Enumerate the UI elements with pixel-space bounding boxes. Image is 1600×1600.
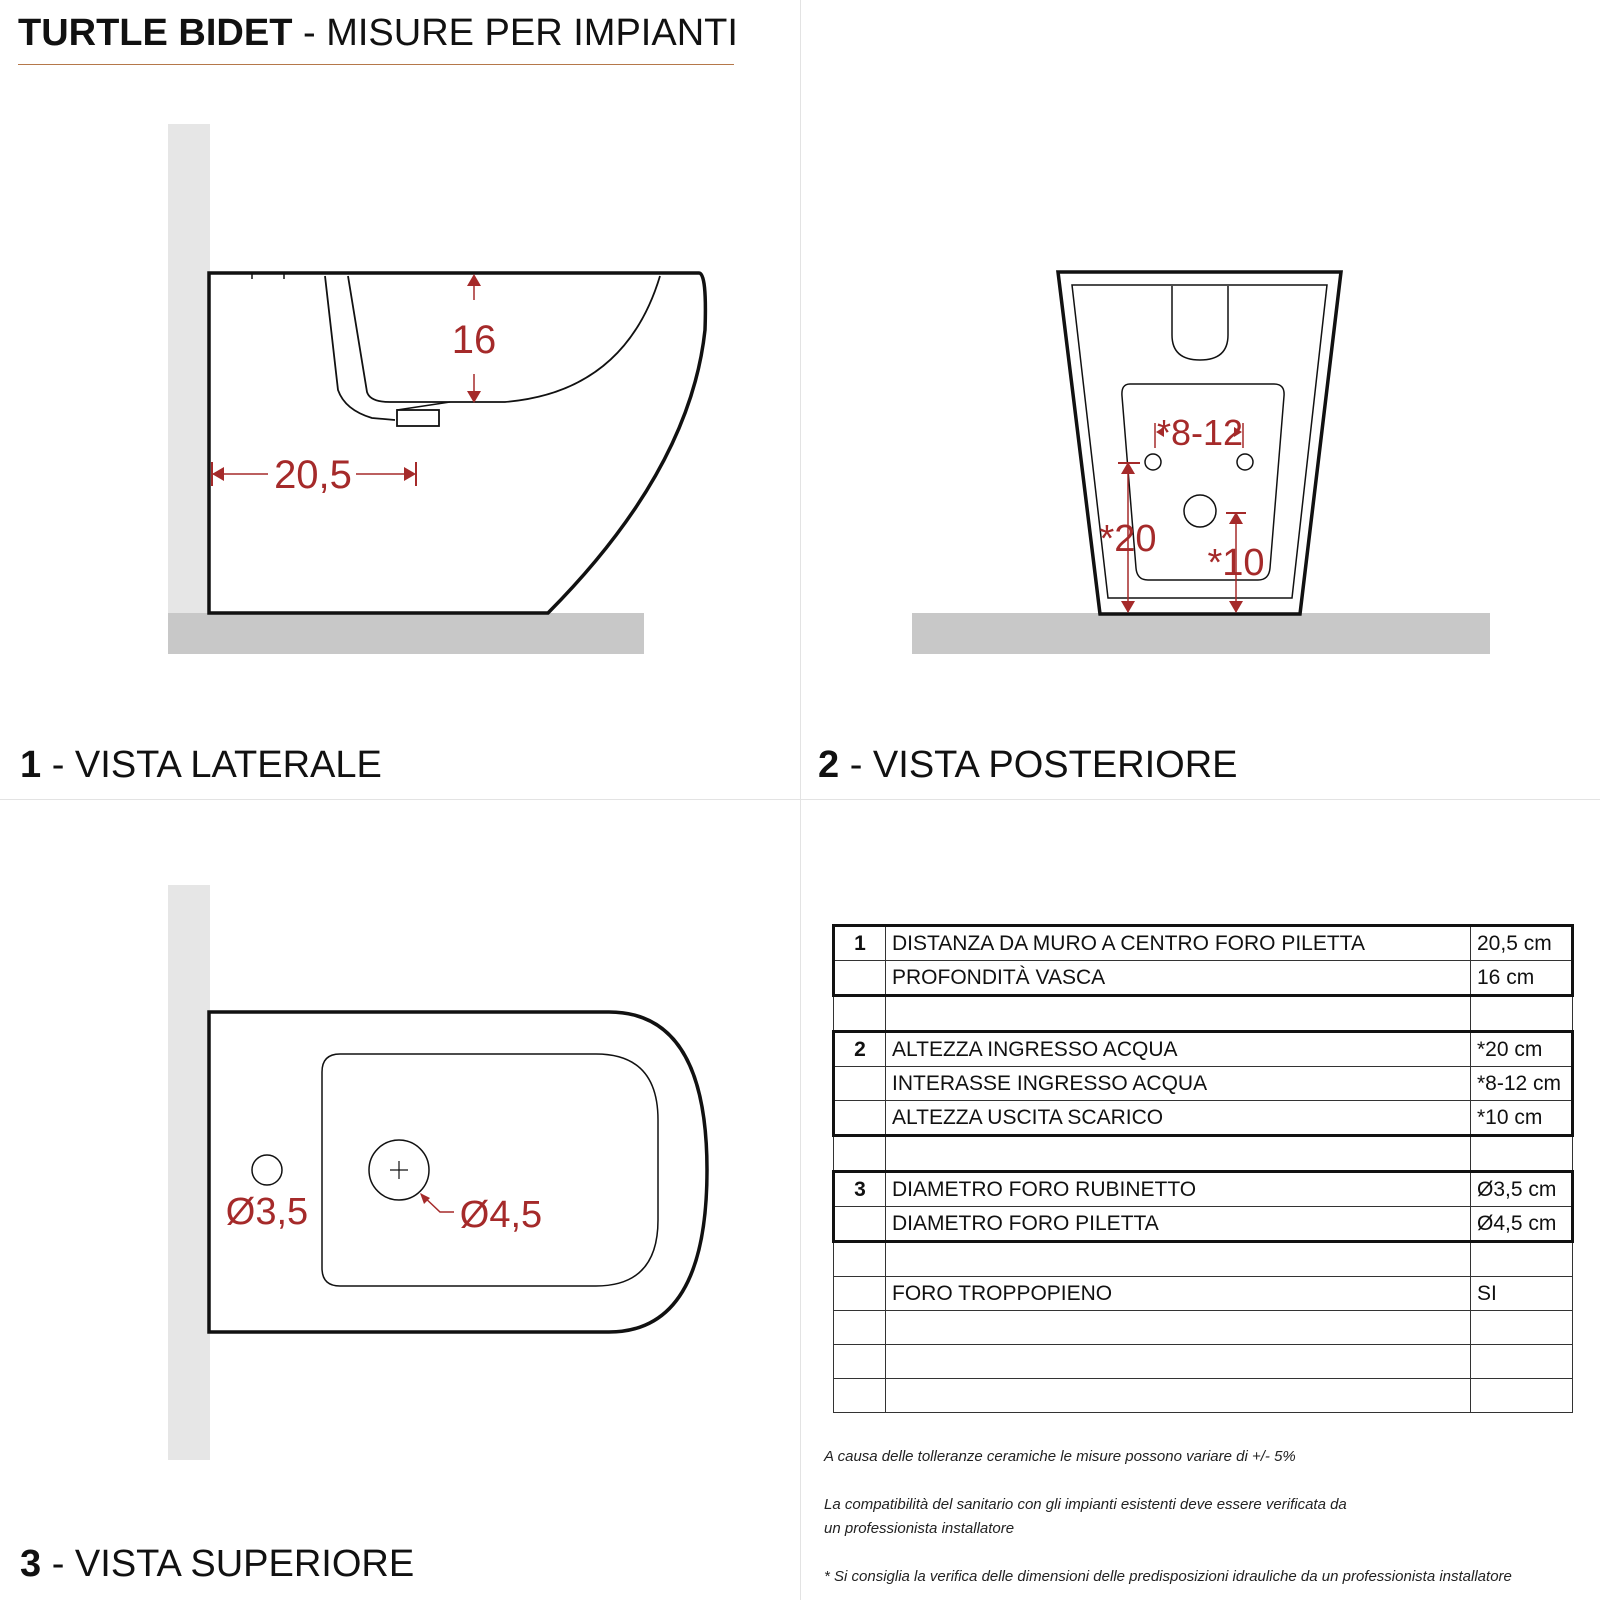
table-label-cell: ALTEZZA INGRESSO ACQUA [886,1032,1471,1067]
drain-hole-diameter-label: Ø4,5 [459,1194,543,1236]
tap-hole [252,1155,282,1185]
view-label-top: 3 - VISTA SUPERIORE [20,1543,415,1585]
view-label-rear: 2 - VISTA POSTERIORE [818,744,1238,786]
view-label-side: 1 - VISTA LATERALE [20,744,382,786]
table-value-cell [1471,1345,1573,1379]
table-row [834,1136,1573,1172]
rear-view-drawing [800,0,1600,700]
table-label-cell: ALTEZZA USCITA SCARICO [886,1101,1471,1136]
table-label-cell [886,1136,1471,1172]
table-row [834,1207,1573,1242]
rear-inlet-height-label: *20 [1099,518,1157,560]
table-group-cell [834,961,886,996]
table-label-cell [886,1311,1471,1345]
rear-outlet-height-label: *10 [1207,542,1265,584]
table-label-cell [886,1242,1471,1277]
side-view-drawing [0,0,800,700]
table-row [834,1101,1573,1136]
product-name: TURTLE BIDET [18,12,293,54]
table-value-cell [1471,1379,1573,1413]
table-group-cell [834,1311,886,1345]
tap-hole-diameter-label: Ø3,5 [225,1191,309,1233]
table-group-cell [834,1345,886,1379]
water-inlet-right [1237,454,1253,470]
table-group-cell [834,1379,886,1413]
compatibility-note-line2: un professionista installatore [824,1520,1015,1537]
table-row [834,926,1573,961]
tolerance-note: A causa delle tolleranze ceramiche le misure possono variare di +/- 5% [824,1448,1296,1465]
table-value-cell [1471,996,1573,1032]
table-value-cell: *10 cm [1471,1101,1573,1136]
table-group-cell [834,1067,886,1101]
wall [168,124,210,654]
table-label-cell: DIAMETRO FORO RUBINETTO [886,1172,1471,1207]
table-label-cell: DIAMETRO FORO PILETTA [886,1207,1471,1242]
floor [912,613,1490,654]
table-row [834,1311,1573,1345]
table-row [834,1172,1573,1207]
top-view-drawing [0,800,800,1500]
table-label-cell: DISTANZA DA MURO A CENTRO FORO PILETTA [886,926,1471,961]
rear-spacing-label: *8-12 [1156,412,1244,453]
table-row [834,1032,1573,1067]
table-row [834,996,1573,1032]
table-row [834,1242,1573,1277]
table-group-cell [834,1277,886,1311]
wall [168,885,210,1460]
table-group-cell: 1 [834,926,886,961]
table-value-cell: 16 cm [1471,961,1573,996]
compatibility-note-line1: La compatibilità del sanitario con gli impianti esistenti deve essere verificata da [824,1496,1347,1513]
specification-table [832,924,1574,1413]
table-value-cell [1471,1311,1573,1345]
table-row [834,961,1573,996]
table-group-cell [834,1207,886,1242]
title-subtitle: - MISURE PER IMPIANTI [292,12,738,54]
bidet-top-outline [209,1012,707,1332]
table-value-cell [1471,1136,1573,1172]
table-value-cell: SI [1471,1277,1573,1311]
table-row [834,1379,1573,1413]
drain-outlet [1184,495,1216,527]
table-label-cell [886,1345,1471,1379]
table-value-cell: *8-12 cm [1471,1067,1573,1101]
table-group-cell: 2 [834,1032,886,1067]
table-row [834,1067,1573,1101]
table-label-cell [886,996,1471,1032]
table-row [834,1345,1573,1379]
table-group-cell [834,1136,886,1172]
water-inlet-left [1145,454,1161,470]
table-group-cell: 3 [834,1172,886,1207]
installer-note: * Si consiglia la verifica delle dimensioni delle predisposizioni idrauliche da un professionista installatore [824,1568,1512,1585]
table-group-cell [834,1101,886,1136]
table-label-cell [886,1379,1471,1413]
table-group-cell [834,996,886,1032]
table-value-cell: Ø4,5 cm [1471,1207,1573,1242]
side-depth-label: 16 [451,318,497,362]
table-row [834,1277,1573,1311]
table-value-cell: Ø3,5 cm [1471,1172,1573,1207]
table-value-cell: *20 cm [1471,1032,1573,1067]
table-label-cell: PROFONDITÀ VASCA [886,961,1471,996]
floor [168,613,644,654]
table-label-cell: INTERASSE INGRESSO ACQUA [886,1067,1471,1101]
table-value-cell [1471,1242,1573,1277]
table-group-cell [834,1242,886,1277]
table-value-cell: 20,5 cm [1471,926,1573,961]
table-label-cell: FORO TROPPOPIENO [886,1277,1471,1311]
side-wall-distance-label: 20,5 [274,453,352,497]
drain-fitting [397,410,439,426]
